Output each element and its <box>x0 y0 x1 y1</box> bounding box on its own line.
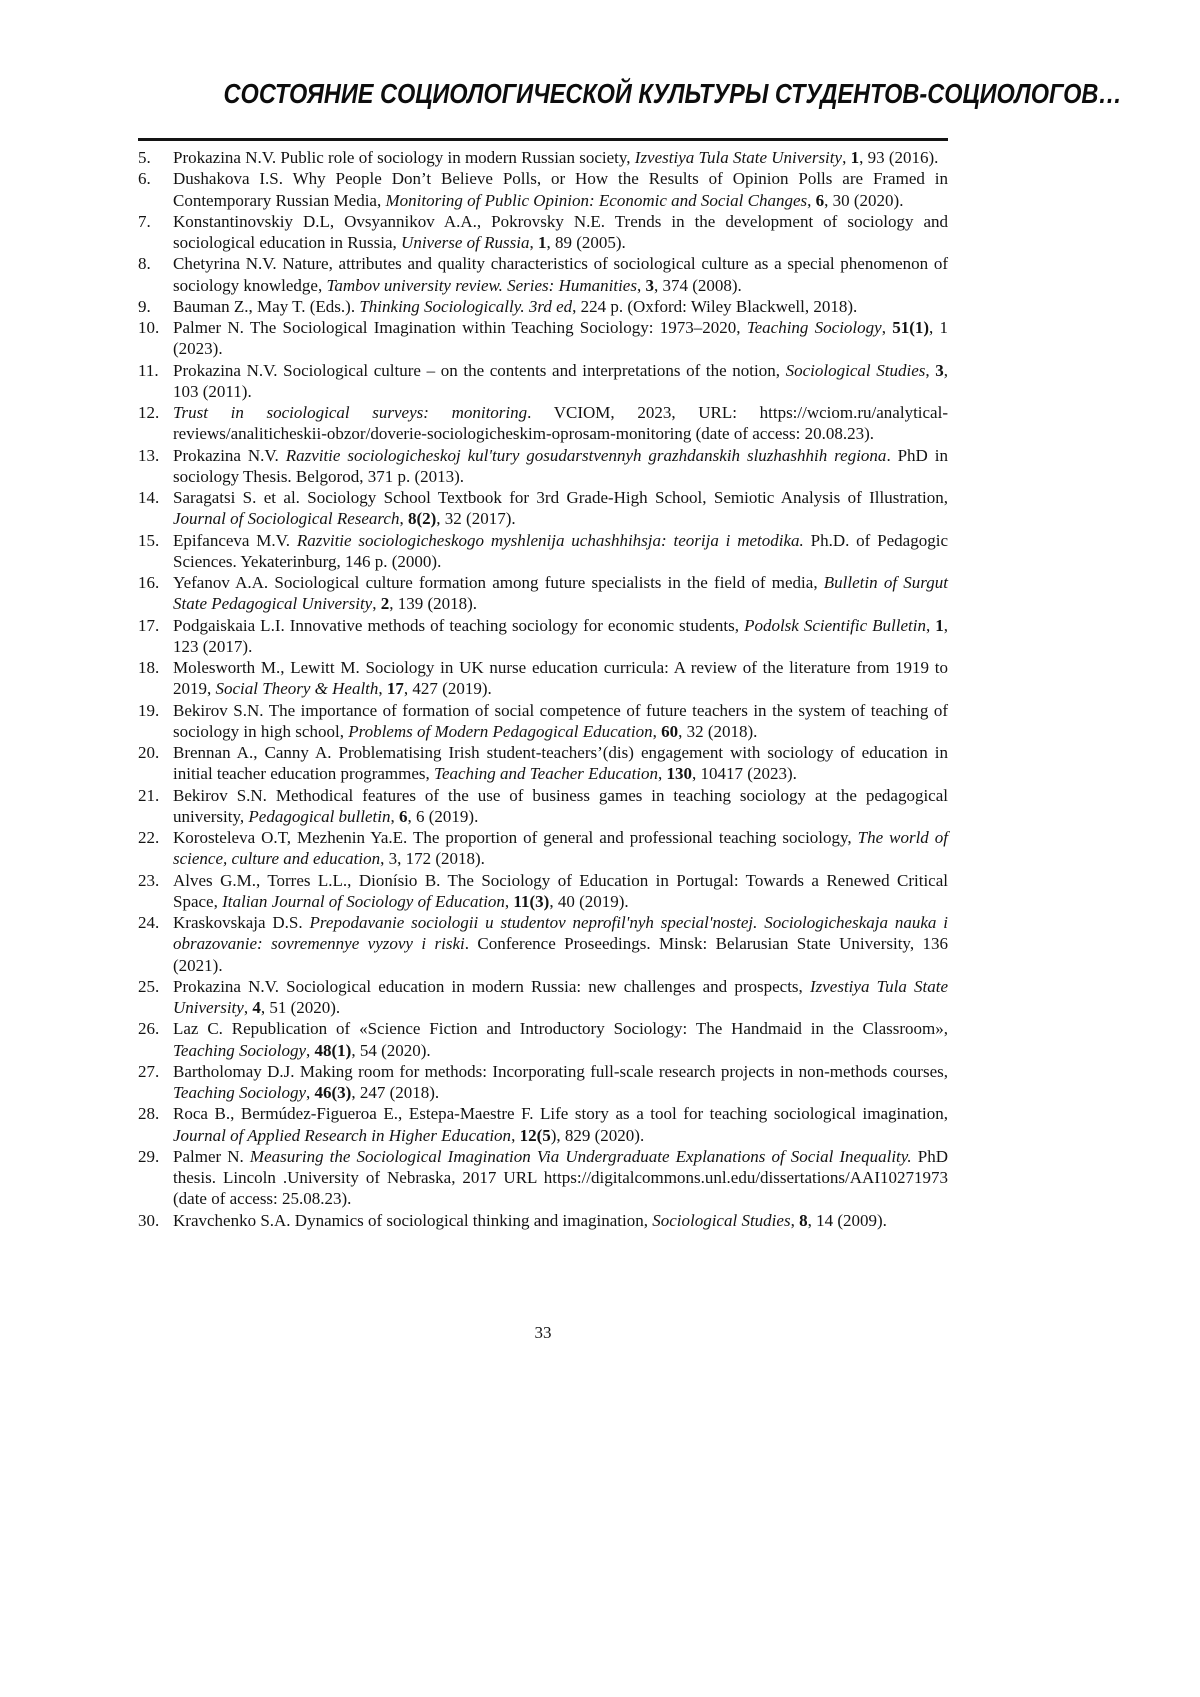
reference-number: 20. <box>138 743 160 762</box>
reference-text: Podgaiskaia L.I. Innovative methods of teaching sociology for economic students, Podolsk Scientific Bulletin, 1, 123 (2017). <box>173 615 949 656</box>
reference-text: Dushakova I.S. Why People Don’t Believe Polls, or How the Results of Opinion Polls are Framed in Contemporary Russian Media, Monitoring of Public Opinion: Economic and Social Changes, 6, 30 (2020). <box>173 169 948 210</box>
reference-item <box>138 1146 948 1210</box>
reference-number: 24. <box>138 913 160 932</box>
reference-text: Chetyrina N.V. Nature, attributes and quality characteristics of sociological culture as a special phenomenon of sociology knowledge, Tambov university review. Series: Humanities, 3, 374 (2008). <box>173 254 948 295</box>
reference-text: Epifanceva M.V. Razvitie sociologicheskogo myshlenija uchashhihsja: teorija i metodika. Ph.D. of Pedagogic Sciences. Yekaterinburg, 146 p. (2000). <box>173 530 948 571</box>
reference-item <box>138 1061 948 1104</box>
reference-number: 22. <box>138 828 160 847</box>
reference-item <box>138 657 948 700</box>
reference-text: Palmer N. Measuring the Sociological Imagination Via Undergraduate Explanations of Social Inequality. PhD thesis. Lincoln .University of Nebraska, 2017 URL https://digitalcommons.unl.edu/dissertations/AAI10271973 (date of access: 25.08.23). <box>173 1146 948 1209</box>
reference-item <box>138 976 948 1019</box>
reference-item <box>138 615 948 658</box>
reference-item <box>138 1018 948 1061</box>
reference-item <box>138 360 948 403</box>
reference-number: 29. <box>138 1146 160 1166</box>
reference-text: Molesworth M., Lewitt M. Sociology in UK nurse education curricula: A review of the literature from 1919 to 2019, Social Theory & Health, 17, 427 (2019). <box>173 658 948 699</box>
reference-item <box>138 445 948 488</box>
reference-number: 17. <box>138 615 160 635</box>
reference-number: 28. <box>138 1104 160 1124</box>
reference-number: 10. <box>138 318 160 337</box>
reference-text: Laz C. Republication of «Science Fiction and Introductory Sociology: The Handmaid in the Classroom», Teaching Sociology, 48(1), 54 (2020). <box>173 1019 948 1060</box>
reference-text: Prokazina N.V. Sociological education in modern Russia: new challenges and prospects, Izvestiya Tula State University, 4, 51 (2020). <box>173 976 948 1017</box>
reference-text: Roca B., Bermúdez-Figueroa E., Estepa-Maestre F. Life story as a tool for teaching sociological imagination, Journal of Applied Research in Higher Education, 12(5), 829 (2020). <box>173 1104 948 1145</box>
reference-item <box>138 402 948 445</box>
reference-number: 5. <box>138 148 151 167</box>
reference-number: 8. <box>138 254 151 274</box>
reference-text: Prokazina N.V. Sociological culture – on the contents and interpretations of the notion, Sociological Studies, 3, 103 (2011). <box>173 360 948 401</box>
reference-text: Saragatsi S. et al. Sociology School Textbook for 3rd Grade-High School, Semiotic Analysis of Illustration, Journal of Sociological Research, 8(2), 32 (2017). <box>173 488 948 529</box>
reference-item <box>138 147 948 168</box>
reference-number: 25. <box>138 976 160 996</box>
reference-number: 21. <box>138 785 160 805</box>
reference-number: 14. <box>138 488 160 507</box>
reference-number: 13. <box>138 445 160 465</box>
page-footer <box>138 1322 948 1343</box>
reference-text: Konstantinovskiy D.L, Ovsyannikov A.A., Pokrovsky N.E. Trends in the development of sociology and sociological education in Russia, Universe of Russia, 1, 89 (2005). <box>173 211 948 252</box>
reference-number: 9. <box>138 296 151 316</box>
reference-item <box>138 487 948 530</box>
reference-number: 16. <box>138 573 160 592</box>
reference-number: 23. <box>138 870 160 890</box>
reference-text: Yefanov A.A. Sociological culture formation among future specialists in the field of media, Bulletin of Surgut State Pedagogical University, 2, 139 (2018). <box>173 573 948 614</box>
reference-item <box>138 742 948 785</box>
page-title: СОСТОЯНИЕ СОЦИОЛОГИЧЕСКОЙ КУЛЬТУРЫ СТУДЕНТОВ-СОЦИОЛОГОВ… <box>223 78 1122 109</box>
reference-item <box>138 253 948 296</box>
page-number: 33 <box>534 1323 552 1342</box>
reference-text: Trust in sociological surveys: monitoring. VCIOM, 2023, URL: https://wciom.ru/analytical-reviews/analiticheskii-obzor/doverie-sociologicheskim-oprosam-monitoring (date of access: 20.08.23). <box>173 403 948 444</box>
reference-item <box>138 912 948 976</box>
reference-number: 30. <box>138 1210 160 1230</box>
reference-item <box>138 168 948 211</box>
reference-item <box>138 211 948 254</box>
reference-number: 7. <box>138 211 151 231</box>
reference-number: 11. <box>138 360 159 380</box>
reference-text: Brennan A., Canny A. Problematising Irish student-teachers’(dis) engagement with sociology of education in initial teacher education programmes, Teaching and Teacher Education, 130, 10417 (2023). <box>173 743 948 784</box>
reference-number: 19. <box>138 700 160 720</box>
reference-text: Prokazina N.V. Public role of sociology in modern Russian society, Izvestiya Tula State University, 1, 93 (2016). <box>173 148 939 167</box>
reference-number: 6. <box>138 169 151 189</box>
reference-item <box>138 1210 948 1231</box>
reference-text: Prokazina N.V. Razvitie sociologicheskoj kul'tury gosudarstvennyh grazhdanskih sluzhashhih regiona. PhD in sociology Thesis. Belgorod, 371 p. (2013). <box>173 445 948 486</box>
reference-number: 27. <box>138 1061 160 1081</box>
running-header <box>138 74 1122 114</box>
reference-text: Bauman Z., May T. (Eds.). Thinking Sociologically. 3rd ed, 224 p. (Oxford: Wiley Blackwell, 2018). <box>173 296 858 316</box>
reference-number: 26. <box>138 1019 160 1039</box>
reference-number: 15. <box>138 530 160 550</box>
reference-text: Bartholomay D.J. Making room for methods: Incorporating full-scale research projects in non-methods courses, Teaching Sociology, 46(3), 247 (2018). <box>173 1061 948 1102</box>
reference-item <box>138 317 948 360</box>
reference-item <box>138 296 948 317</box>
reference-item <box>138 1103 948 1146</box>
reference-text: Bekirov S.N. Methodical features of the use of business games in teaching sociology at the pedagogical university, Pedagogical bulletin, 6, 6 (2019). <box>173 785 948 826</box>
reference-text: Bekirov S.N. The importance of formation of social competence of future teachers in the system of teaching of sociology in high school, Problems of Modern Pedagogical Education, 60, 32 (2018). <box>173 700 948 741</box>
header-divider <box>138 138 948 141</box>
reference-item <box>138 700 948 743</box>
reference-text: Palmer N. The Sociological Imagination within Teaching Sociology: 1973–2020, Teaching Sociology, 51(1), 1 (2023). <box>173 318 949 359</box>
references-list <box>138 147 948 1231</box>
reference-item <box>138 785 948 828</box>
reference-item <box>138 572 948 615</box>
reference-text: Alves G.M., Torres L.L., Dionísio B. The Sociology of Education in Portugal: Towards a Renewed Critical Space, Italian Journal of Sociology of Education, 11(3), 40 (2019). <box>173 870 948 911</box>
reference-text: Kraskovskaja D.S. Prepodavanie sociologii u studentov neprofil'nyh special'nostej. Sociologicheskaja nauka i obrazovanie: sovremennye vyzovy i riski. Conference Proseedings. Minsk: Belarusian State University, 136 (2021). <box>173 913 949 975</box>
reference-number: 18. <box>138 658 160 677</box>
reference-item <box>138 827 948 870</box>
reference-item <box>138 530 948 573</box>
reference-text: Korosteleva O.T, Mezhenin Ya.E. The proportion of general and professional teaching sociology, The world of science, culture and education, 3, 172 (2018). <box>173 828 948 869</box>
reference-number: 12. <box>138 403 160 422</box>
reference-text: Kravchenko S.A. Dynamics of sociological thinking and imagination, Sociological Studies, 8, 14 (2009). <box>173 1210 887 1230</box>
reference-item <box>138 870 948 913</box>
